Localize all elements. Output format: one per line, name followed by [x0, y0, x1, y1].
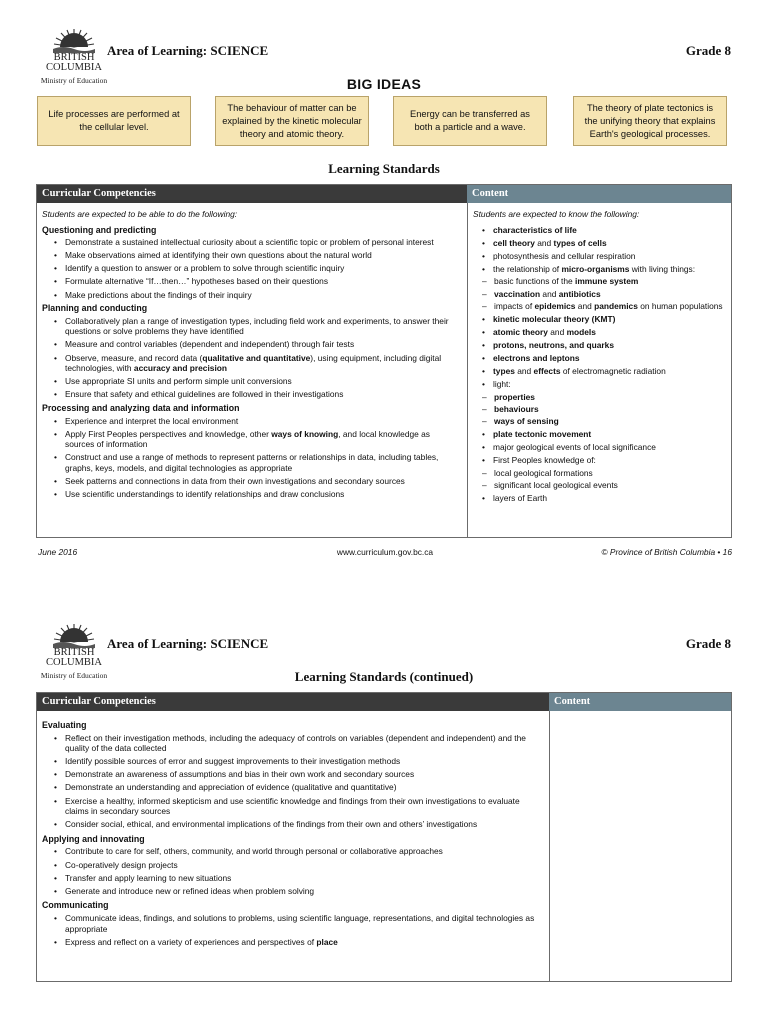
section-heading: Planning and conducting: [42, 303, 148, 314]
logo-text-columbia: COLUMBIA: [45, 62, 102, 73]
list-item: • Demonstrate an understanding and appreciation of evidence (qualitative and quantitative): [65, 782, 543, 793]
competencies-intro: Students are expected to be able to do the following:: [42, 209, 238, 219]
competency-list: [42, 733, 543, 830]
learning-standards-continued-title: Learning Standards (continued): [294, 669, 474, 684]
list-item: • atomic theory and models: [493, 327, 727, 338]
area-of-learning: Area of Learning: SCIENCE: [107, 636, 269, 651]
header-curricular-competencies: Curricular Competencies: [37, 185, 467, 203]
list-item: • Generate and introduce new or refined ideas when problem solving: [65, 886, 543, 897]
competency-list: [42, 316, 461, 400]
sub-list: [473, 468, 727, 491]
list-item: • Transfer and apply learning to new situations: [65, 873, 543, 884]
list-item: • light: – properties – behaviours – ways of sensing: [493, 379, 727, 426]
content-list: [473, 225, 727, 504]
header-content: Content: [467, 185, 731, 203]
footer-copyright: © Province of British Columbia • 16: [601, 547, 732, 557]
grade-label: Grade 8: [685, 636, 731, 651]
competency-list: [42, 846, 543, 896]
sub-list-item: – behaviours: [494, 404, 727, 415]
list-item: • Express and reflect on a variety of experiences and perspectives of place: [65, 937, 543, 948]
ministry-label: Ministry of Education: [40, 671, 108, 680]
list-item: • Make observations aimed at identifying their own questions about the natural world: [65, 250, 461, 261]
list-item: • Ensure that safety and ethical guidelines are followed in their investigations: [65, 389, 461, 400]
header-curricular-competencies: Curricular Competencies: [37, 693, 549, 711]
list-item: • Observe, measure, and record data (qualitative and quantitative), using equipment, including digital technologies, with accuracy and precision: [65, 353, 461, 374]
big-ideas-row: [37, 96, 731, 148]
competencies-column: [37, 203, 467, 537]
footer-url: www.curriculum.gov.bc.ca: [336, 547, 434, 557]
list-item: • Collaboratively plan a range of investigation types, including field work and experiments, to answer their questions or solve problems they have identified: [65, 316, 461, 337]
list-item: • First Peoples knowledge of: – local geological formations – significant local geological events: [493, 455, 727, 490]
grade-label: Grade 8: [685, 43, 731, 58]
header-content: Content: [549, 693, 731, 711]
section-heading: Evaluating: [42, 720, 87, 730]
sub-list-item: – local geological formations: [494, 468, 727, 479]
logo-text-columbia: COLUMBIA: [45, 657, 102, 668]
content-column-empty: [549, 711, 731, 981]
list-item: • Co-operatively design projects: [65, 860, 543, 871]
list-item: • Seek patterns and connections in data from their own investigations and secondary sources: [65, 476, 461, 487]
footer-date: June 2016: [38, 547, 78, 557]
section-heading: Communicating: [42, 900, 109, 911]
big-idea-card: The theory of plate tectonics is the unifying theory that explains Earth's geological processes.: [573, 96, 727, 146]
list-item: • protons, neutrons, and quarks: [493, 340, 727, 351]
list-item: • types and effects of electromagnetic radiation: [493, 366, 727, 377]
list-item: • major geological events of local significance: [493, 442, 727, 453]
big-idea-card: Energy can be transferred as both a particle and a wave.: [393, 96, 547, 146]
learning-standards-title: Learning Standards: [328, 161, 440, 176]
list-item: • Demonstrate a sustained intellectual curiosity about a scientific topic or problem of personal interest: [65, 237, 461, 248]
page-2: [0, 618, 768, 1024]
sub-list-item: – properties: [494, 392, 727, 403]
sub-list-item: – ways of sensing: [494, 416, 727, 427]
list-item: • Apply First Peoples perspectives and knowledge, other ways of knowing, and local knowledge as sources of information: [65, 429, 461, 450]
bc-sun-logo-icon: [52, 27, 96, 53]
list-item: • Identify possible sources of error and suggest improvements to their investigation methods: [65, 756, 543, 767]
content-column: [467, 203, 731, 537]
big-idea-card: The behaviour of matter can be explained by the kinetic molecular theory and atomic theory.: [215, 96, 369, 146]
big-ideas-title: BIG IDEAS: [346, 76, 422, 92]
list-item: • Make predictions about the findings of their inquiry: [65, 290, 461, 301]
list-item: • Use appropriate SI units and perform simple unit conversions: [65, 376, 461, 387]
list-item: • Contribute to care for self, others, community, and world through personal or collaborative approaches: [65, 846, 543, 857]
sub-list-item: – basic functions of the immune system: [494, 276, 727, 287]
list-item: • Demonstrate an awareness of assumptions and bias in their own work and secondary sources: [65, 769, 543, 780]
competencies-list: [42, 720, 543, 947]
list-item: • Use scientific understandings to identify relationships and draw conclusions: [65, 489, 461, 500]
list-item: • characteristics of life: [493, 225, 727, 236]
list-item: • photosynthesis and cellular respiration: [493, 251, 727, 262]
sub-list: [473, 392, 727, 427]
list-item: • Consider social, ethical, and environmental implications of the findings from their own and others’ investigations: [65, 819, 543, 830]
section-heading: Questioning and predicting: [42, 224, 157, 235]
bc-sun-logo-icon: [52, 622, 96, 648]
logo-text-british: BRITISH: [53, 647, 95, 658]
list-item: • the relationship of micro-organisms with living things: – basic functions of the immune system – vaccination and antibiotics – impacts of epidemics and pandemics on human populations: [493, 264, 727, 311]
sub-list: [473, 276, 727, 311]
list-item: • Communicate ideas, findings, and solutions to problems, using scientific language, representations, and digital technologies as appropriate: [65, 913, 543, 934]
section-heading: Applying and innovating: [42, 833, 145, 844]
list-item: • plate tectonic movement: [493, 429, 727, 440]
competency-list: [42, 237, 461, 300]
list-item: • Experience and interpret the local environment: [65, 416, 461, 427]
list-item: • kinetic molecular theory (KMT): [493, 314, 727, 325]
list-item: • Reflect on their investigation methods, including the adequacy of controls on variables (dependent and independent) and the quality of the data collected: [65, 733, 543, 754]
list-item: • layers of Earth: [493, 493, 727, 504]
list-item: • Formulate alternative “If…then…” hypotheses based on their questions: [65, 276, 461, 287]
content-intro: Students are expected to know the following:: [473, 209, 640, 219]
big-idea-card: Life processes are performed at the cellular level.: [37, 96, 191, 146]
list-item: • Construct and use a range of methods to represent patterns or relationships in data, including tables, graphs, keys, models, and digital technologies as appropriate: [65, 452, 461, 473]
list-item: • Identify a question to answer or a problem to solve through scientific inquiry: [65, 263, 461, 274]
list-item: • Exercise a healthy, informed skepticism and use scientific knowledge and findings from their own investigations to evaluate claims in secondary sources: [65, 796, 543, 817]
learning-standards-table-continued: [36, 692, 732, 982]
competencies-column: [37, 711, 549, 981]
competencies-list: [42, 225, 461, 500]
ministry-label: Ministry of Education: [40, 76, 108, 85]
learning-standards-table: [36, 184, 732, 538]
list-item: • Measure and control variables (dependent and independent) through fair tests: [65, 339, 461, 350]
competency-list: [42, 416, 461, 500]
list-item: • electrons and leptons: [493, 353, 727, 364]
area-of-learning: Area of Learning: SCIENCE: [107, 43, 269, 58]
logo-text-british: BRITISH: [53, 52, 95, 63]
sub-list-item: – vaccination and antibiotics: [494, 289, 727, 300]
sub-list-item: – significant local geological events: [494, 480, 727, 491]
competency-list: [42, 913, 543, 947]
section-heading: Processing and analyzing data and information: [42, 402, 240, 413]
list-item: • cell theory and types of cells: [493, 238, 727, 249]
sub-list-item: – impacts of epidemics and pandemics on human populations: [494, 301, 727, 312]
